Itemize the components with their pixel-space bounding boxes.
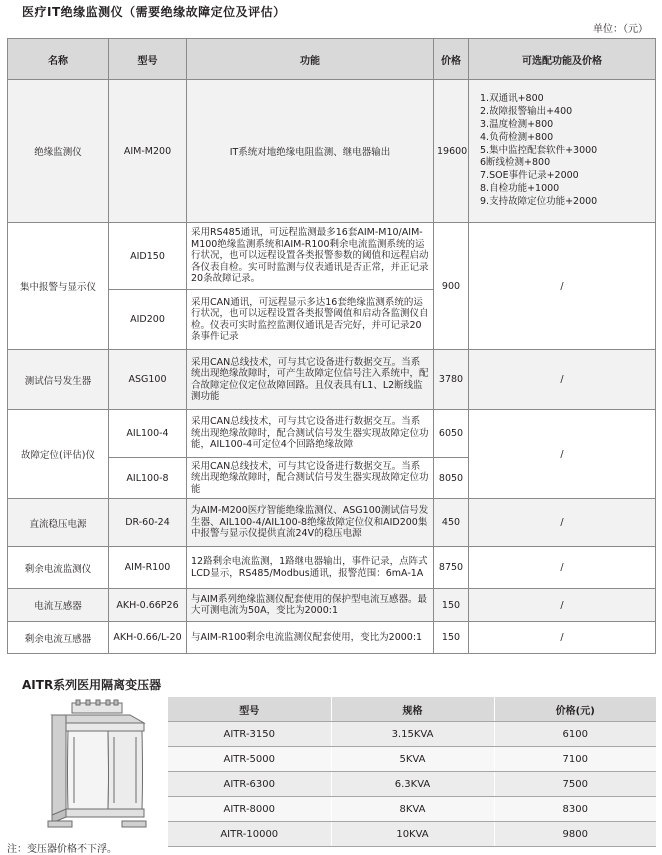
product-function: 采用CAN总线技术，可与其它设备进行数据交互。当系统出现绝缘故障时，配合测试信号发生器实现故障定位功能，AIL100-4可定位4个回路绝缘故障 bbox=[187, 410, 434, 458]
product-function: 与AIM系列绝缘监测仪配套使用的保护型电流互感器。最大可测电流为50A，变比为2000:1 bbox=[187, 589, 434, 622]
product-model: AID150 bbox=[109, 223, 187, 290]
product-model: ASG100 bbox=[109, 350, 187, 410]
product-name: 故障定位(评估)仪 bbox=[8, 410, 109, 499]
options-cell: / bbox=[469, 499, 656, 547]
header-price: 价格(元) bbox=[494, 697, 656, 722]
product-price: 150 bbox=[434, 589, 469, 622]
table-row bbox=[8, 80, 656, 223]
option-item: 7.SOE事件记录+2000 bbox=[480, 170, 579, 182]
table-header-row bbox=[8, 39, 656, 80]
option-item: 1.双通讯+800 bbox=[480, 93, 544, 105]
product-model: AID200 bbox=[109, 290, 187, 350]
transformer-spec: 8KVA bbox=[331, 797, 494, 822]
option-item: 4.负荷检测+800 bbox=[480, 131, 554, 143]
header-model: 型号 bbox=[109, 39, 187, 80]
option-item: 6断线检测+800 bbox=[480, 157, 551, 169]
option-item: 2.故障报警输出+400 bbox=[480, 106, 573, 118]
transformer-price: 9800 bbox=[494, 822, 656, 847]
transformer-price: 8300 bbox=[494, 797, 656, 822]
product-price: 19600 bbox=[434, 80, 469, 223]
header-function: 功能 bbox=[187, 39, 434, 80]
transformer-model: AITR-8000 bbox=[168, 797, 331, 822]
table-row bbox=[168, 822, 656, 847]
table-row bbox=[168, 747, 656, 772]
options-cell: / bbox=[469, 223, 656, 350]
product-price-table bbox=[7, 38, 656, 654]
product-function: 采用CAN总线技术，可与其它设备进行数据交互。当系统出现绝缘故障时，配合测试信号发生器实现故障定位功能 bbox=[187, 458, 434, 499]
table-row bbox=[8, 223, 656, 290]
options-cell: / bbox=[469, 350, 656, 410]
product-function: 采用CAN总线技术，可与其它设备进行数据交互。当系统出现绝缘故障时，可产生故障定位信号注入系统中，配合故障定位仪定位故障回路。且仪表具有L1、L2断线监测功能 bbox=[187, 350, 434, 410]
table-row bbox=[168, 772, 656, 797]
transformer-model: AITR-5000 bbox=[168, 747, 331, 772]
options-cell: / bbox=[469, 410, 656, 499]
product-name: 电流互感器 bbox=[8, 589, 109, 622]
header-name: 名称 bbox=[8, 39, 109, 80]
options-cell bbox=[469, 80, 656, 223]
option-item: 8.自检功能+1000 bbox=[480, 182, 560, 194]
product-name: 绝缘监测仪 bbox=[8, 80, 109, 223]
product-price: 150 bbox=[434, 622, 469, 654]
product-name: 集中报警与显示仪 bbox=[8, 223, 109, 350]
option-item: 9.支持故障定位功能+2000 bbox=[480, 195, 598, 207]
table-row bbox=[8, 622, 656, 654]
options-list bbox=[472, 93, 652, 208]
table-row bbox=[168, 797, 656, 822]
product-price: 450 bbox=[434, 499, 469, 547]
header-model: 型号 bbox=[168, 697, 331, 722]
transformer-model: AITR-3150 bbox=[168, 722, 331, 747]
product-name: 剩余电流互感器 bbox=[8, 622, 109, 654]
isolation-transformer-icon bbox=[12, 697, 168, 831]
transformer-spec: 6.3KVA bbox=[331, 772, 494, 797]
product-model: AKH-0.66P26 bbox=[109, 589, 187, 622]
transformer-model: AITR-6300 bbox=[168, 772, 331, 797]
product-price: 6050 bbox=[434, 410, 469, 458]
product-function: 12路剩余电流监测，1路继电器输出，事件记录，点阵式LCD显示，RS485/Modbus通讯，报警范围：6mA-1A bbox=[187, 547, 434, 589]
table-row bbox=[8, 499, 656, 547]
product-name: 直流稳压电源 bbox=[8, 499, 109, 547]
transformer-section-title: AITR系列医用隔离变压器 bbox=[22, 678, 162, 692]
product-model: AIM-R100 bbox=[109, 547, 187, 589]
product-function: IT系统对地绝缘电阻监测、继电器输出 bbox=[187, 80, 434, 223]
product-function: 采用CAN通讯，可远程显示多达16套绝缘监测系统的运行状况，也可以远程设置各类报警阈值和启动各监测仪自检。仪表可实时监控监测仪通讯是否完好，并可记录20条事件记录 bbox=[187, 290, 434, 350]
product-function: 与AIM-R100剩余电流监测仪配套使用，变比为2000:1 bbox=[187, 622, 434, 654]
transformer-spec: 5KVA bbox=[331, 747, 494, 772]
transformer-price: 7100 bbox=[494, 747, 656, 772]
product-function: 为AIM-M200医疗智能绝缘监测仪、ASG100测试信号发生器、AIL100-4/AIL100-8绝缘故障定位仪和AID200集中报警与显示仪提供直流24V的稳压电源 bbox=[187, 499, 434, 547]
option-item: 5.集中监控配套软件+3000 bbox=[480, 144, 598, 156]
transformer-price: 6100 bbox=[494, 722, 656, 747]
table-row bbox=[8, 350, 656, 410]
option-item: 3.温度检测+800 bbox=[480, 119, 554, 130]
table-row bbox=[8, 410, 656, 458]
transformer-spec: 10KVA bbox=[331, 822, 494, 847]
product-name: 测试信号发生器 bbox=[8, 350, 109, 410]
table-header-row bbox=[168, 697, 656, 722]
table-row bbox=[8, 547, 656, 589]
product-function: 采用RS485通讯，可远程监测最多16套AIM-M10/AIM-M100绝缘监测系统和AIM-R100剩余电流监测系统的运行状况，也可以远程设置各类报警参数的阈值和远程启动各仪表自检。实可时监测与仪表通讯是否正常，并正记录20条故障记录。 bbox=[187, 223, 434, 290]
product-model: AIL100-8 bbox=[109, 458, 187, 499]
product-price: 3780 bbox=[434, 350, 469, 410]
options-cell: / bbox=[469, 589, 656, 622]
product-model: AIM-M200 bbox=[109, 80, 187, 223]
product-name: 剩余电流监测仪 bbox=[8, 547, 109, 589]
product-model: DR-60-24 bbox=[109, 499, 187, 547]
transformer-price: 7500 bbox=[494, 772, 656, 797]
transformer-spec: 3.15KVA bbox=[331, 722, 494, 747]
table-row bbox=[168, 722, 656, 747]
header-price: 价格 bbox=[434, 39, 469, 80]
table-row bbox=[8, 589, 656, 622]
options-cell: / bbox=[469, 547, 656, 589]
product-price: 900 bbox=[434, 223, 469, 350]
unit-label: 单位：（元） bbox=[593, 24, 648, 35]
product-model: AIL100-4 bbox=[109, 410, 187, 458]
product-price: 8750 bbox=[434, 547, 469, 589]
product-price: 8050 bbox=[434, 458, 469, 499]
header-options: 可选配功能及价格 bbox=[469, 39, 656, 80]
transformer-image bbox=[12, 697, 168, 831]
page-title: 医疗IT绝缘监测仪（需要绝缘故障定位及评估） bbox=[22, 5, 286, 19]
transformer-price-table bbox=[168, 697, 656, 847]
product-model: AKH-0.66/L-20 bbox=[109, 622, 187, 654]
footnote: 注：变压器价格不下浮。 bbox=[7, 844, 117, 855]
transformer-model: AITR-10000 bbox=[168, 822, 331, 847]
header-spec: 规格 bbox=[331, 697, 494, 722]
options-cell: / bbox=[469, 622, 656, 654]
